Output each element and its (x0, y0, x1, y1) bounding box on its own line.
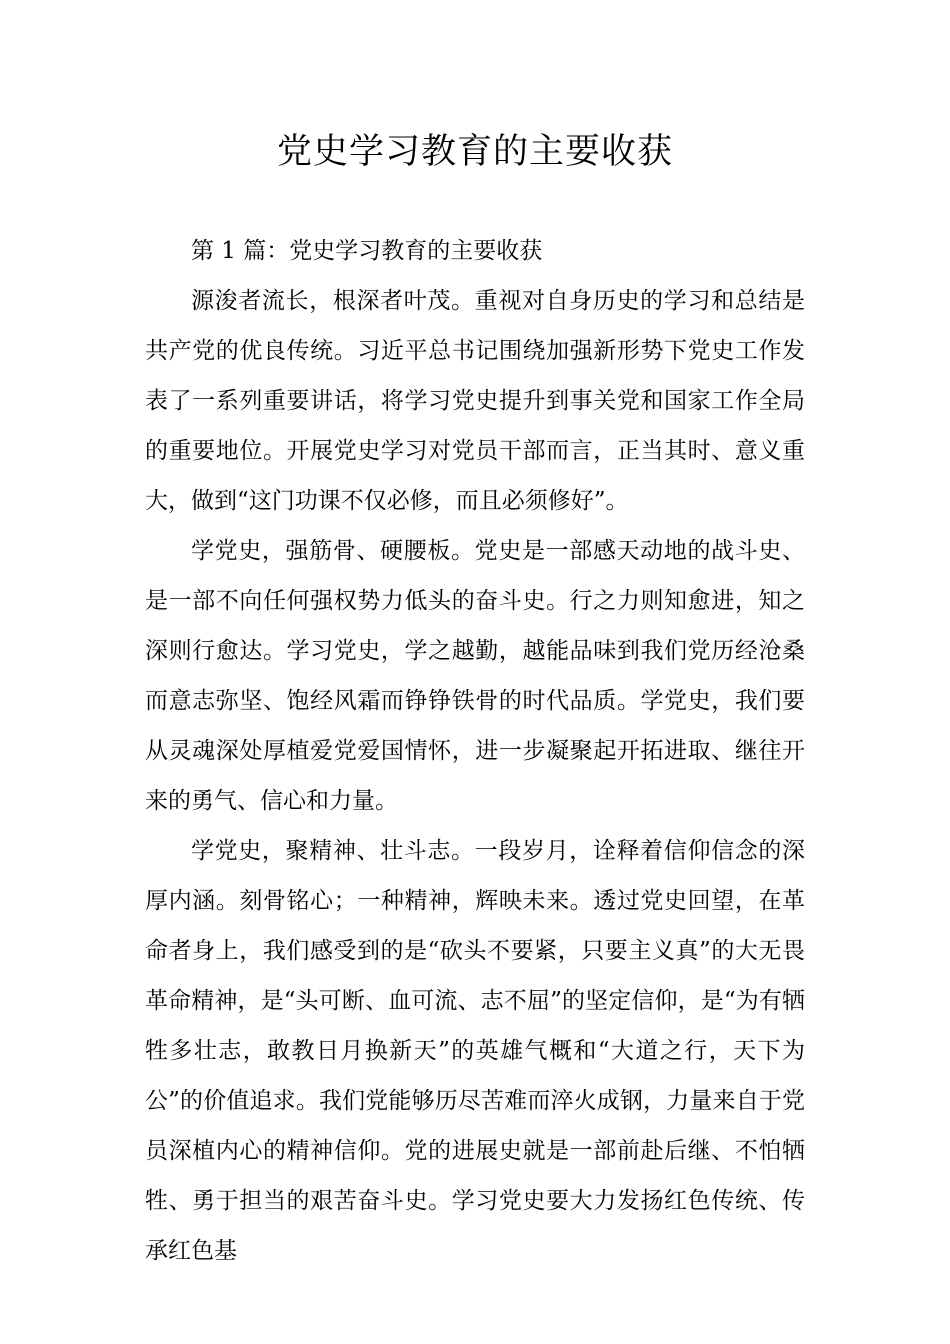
document-title: 党史学习教育的主要收获 (276, 132, 673, 172)
paragraph-2: 学党史，强筋骨、硬腰板。党史是一部感天动地的战斗史、是一部不向任何强权势力低头的奋斗史。行之力则知愈进，知之深则行愈达。学习党史，学之越勤，越能品味到我们党历经沧桑而意志弥坚、饱经风霜而铮铮铁骨的时代品质。学党史，我们要从灵魂深处厚植爱党爱国情怀，进一步凝聚起开拓进取、继往开来的勇气、信心和力量。 (145, 538, 805, 814)
paragraph-3: 学党史，聚精神、壮斗志。一段岁月，诠释着信仰信念的深厚内涵。刻骨铭心；一种精神，辉映未来。透过党史回望，在革命者身上，我们感受到的是“砍头不要紧，只要主义真”的大无畏革命精神，是“头可断、血可流、志不屈”的坚定信仰，是“为有牺牲多壮志，敢教日月换新天”的英雄气概和“大道之行，天下为公”的价值追求。我们党能够历尽苦难而淬火成钢，力量来自于党员深植内心的精神信仰。党的进展史就是一部前赴后继、不怕牺牲、勇于担当的艰苦奋斗史。学习党史要大力发扬红色传统、传承红色基 (145, 838, 805, 1264)
document-body (145, 226, 805, 1276)
paragraph-1: 源浚者流长，根深者叶茂。重视对自身历史的学习和总结是共产党的优良传统。习近平总书记围绕加强新形势下党史工作发表了一系列重要讲话，将学习党史提升到事关党和国家工作全局的重要地位。开展党史学习对党员干部而言，正当其时、意义重大，做到“这门功课不仅必修，而且必须修好”。 (145, 288, 805, 514)
subheading: 第 1 篇：党史学习教育的主要收获 (191, 238, 543, 264)
